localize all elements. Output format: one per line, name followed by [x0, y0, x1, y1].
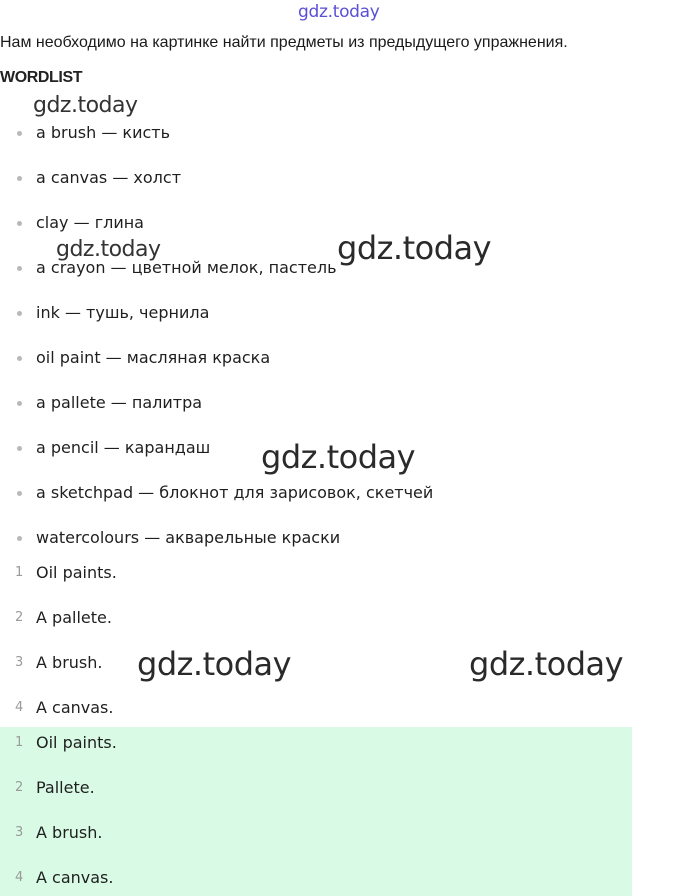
- bullet-icon: [17, 221, 22, 226]
- answer-item-text: A canvas.: [36, 868, 114, 887]
- wordlist-item: [0, 301, 620, 325]
- wordlist-item-text: ink — тушь, чернила: [36, 303, 210, 322]
- answer-item-text: Pallete.: [36, 778, 95, 797]
- item-number: 2: [15, 610, 24, 625]
- item-number: 1: [15, 565, 24, 580]
- wordlist-item: [0, 211, 620, 235]
- item-number: 3: [15, 825, 24, 840]
- watermark: gdz.today: [33, 93, 138, 118]
- bullet-icon: [17, 356, 22, 361]
- bullet-icon: [17, 131, 22, 136]
- item-number: 1: [15, 735, 24, 750]
- numbered-list-item-text: A canvas.: [36, 698, 114, 717]
- answer-item: [0, 866, 620, 890]
- item-number: 4: [15, 700, 24, 715]
- watermark: gdz.today: [56, 237, 161, 262]
- answer-item: [0, 776, 620, 800]
- wordlist-item-text: a pencil — карандаш: [36, 438, 211, 457]
- answer-item: [0, 731, 620, 755]
- wordlist-item: [0, 481, 620, 505]
- wordlist-item-text: watercolours — акварельные краски: [36, 528, 341, 547]
- numbered-list-item-text: A pallete.: [36, 608, 112, 627]
- intro-text: Нам необходимо на картинке найти предметы из предыдущего упражнения.: [0, 34, 568, 51]
- watermark: gdz.today: [337, 229, 492, 267]
- wordlist-item-text: oil paint — масляная краска: [36, 348, 271, 367]
- wordlist-item: [0, 166, 620, 190]
- bullet-icon: [17, 446, 22, 451]
- wordlist-item-text: clay — глина: [36, 213, 144, 232]
- wordlist-item: [0, 391, 620, 415]
- site-watermark-header: gdz.today: [298, 2, 380, 22]
- numbered-list-item-text: Oil paints.: [36, 563, 117, 582]
- wordlist-title: WORDLIST: [0, 69, 83, 86]
- watermark: gdz.today: [469, 645, 624, 683]
- numbered-list-item: [0, 606, 620, 630]
- bullet-icon: [17, 536, 22, 541]
- answer-item: [0, 821, 620, 845]
- numbered-list-item: [0, 561, 620, 585]
- bullet-icon: [17, 311, 22, 316]
- watermark: gdz.today: [261, 438, 416, 476]
- wordlist-item-text: a brush — кисть: [36, 123, 171, 142]
- numbered-list-item: [0, 696, 620, 720]
- wordlist-item-text: a pallete — палитра: [36, 393, 203, 412]
- wordlist-item-text: a sketchpad — блокнот для зарисовок, скетчей: [36, 483, 434, 502]
- item-number: 2: [15, 780, 24, 795]
- bullet-icon: [17, 401, 22, 406]
- wordlist-item-text: a crayon — цветной мелок, пастель: [36, 258, 337, 277]
- bullet-icon: [17, 176, 22, 181]
- item-number: 3: [15, 655, 24, 670]
- item-number: 4: [15, 870, 24, 885]
- bullet-icon: [17, 266, 22, 271]
- bullet-icon: [17, 491, 22, 496]
- wordlist-item-text: a canvas — холст: [36, 168, 182, 187]
- answer-item-text: Oil paints.: [36, 733, 117, 752]
- wordlist-item: [0, 526, 620, 550]
- numbered-list-item-text: A brush.: [36, 653, 103, 672]
- answer-item-text: A brush.: [36, 823, 103, 842]
- watermark: gdz.today: [137, 645, 292, 683]
- wordlist-item: [0, 346, 620, 370]
- wordlist-item: [0, 121, 620, 145]
